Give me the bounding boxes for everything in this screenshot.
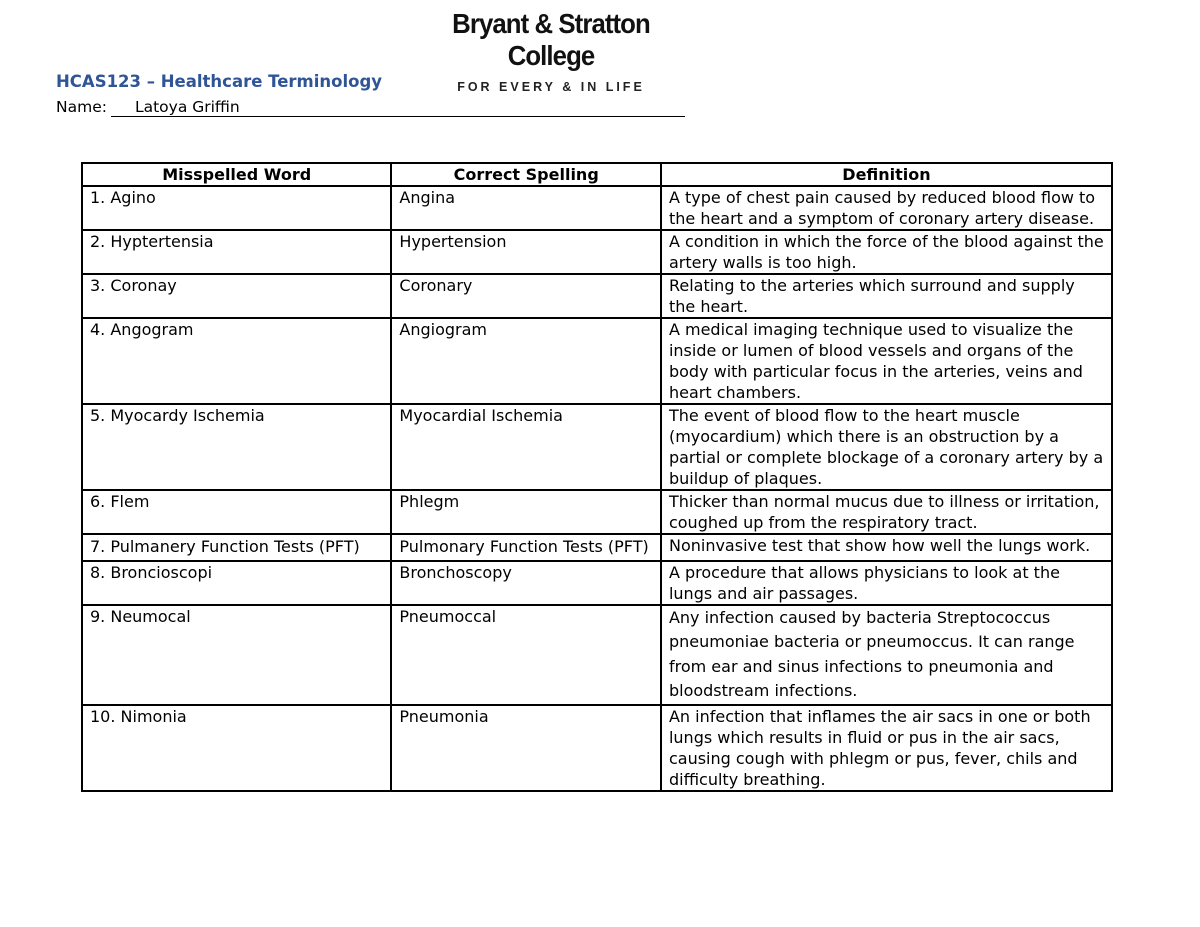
correct-cell: Angiogram — [391, 318, 661, 404]
correct-cell: Phlegm — [391, 490, 661, 534]
header-misspelled-word: Misspelled Word — [82, 163, 391, 186]
table-row — [82, 274, 1112, 318]
correct-cell: Coronary — [391, 274, 661, 318]
misspelled-cell: 4. Angogram — [82, 318, 391, 404]
header-definition: Definition — [661, 163, 1112, 186]
name-line — [56, 98, 685, 117]
misspelled-cell: 9. Neumocal — [82, 605, 391, 705]
college-logo — [396, 8, 706, 94]
definition-cell: Thicker than normal mucus due to illness or irritation, coughed up from the respiratory tract. — [661, 490, 1112, 534]
table-row — [82, 404, 1112, 490]
misspelled-cell: 6. Flem — [82, 490, 391, 534]
table-row — [82, 561, 1112, 605]
correct-cell: Pneumoccal — [391, 605, 661, 705]
correct-cell: Hypertension — [391, 230, 661, 274]
table-header-row — [82, 163, 1112, 186]
correct-cell: Pulmonary Function Tests (PFT) — [391, 534, 661, 561]
misspelled-cell: 5. Myocardy Ischemia — [82, 404, 391, 490]
header-correct-spelling: Correct Spelling — [391, 163, 661, 186]
definition-cell: A medical imaging technique used to visualize the inside or lumen of blood vessels and organs of the body with particular focus in the arteries, veins and heart chambers. — [661, 318, 1112, 404]
course-title: HCAS123 – Healthcare Terminology — [56, 72, 383, 91]
name-value: Latoya Griffin — [111, 98, 685, 117]
table-row — [82, 534, 1112, 561]
misspelled-cell: 7. Pulmanery Function Tests (PFT) — [82, 534, 391, 561]
definition-cell: Any infection caused by bacteria Streptococcus pneumoniae bacteria or pneumoccus. It can range from ear and sinus infections to pneumonia and bloodstream infections. — [661, 605, 1112, 705]
correct-cell: Myocardial Ischemia — [391, 404, 661, 490]
table-row — [82, 490, 1112, 534]
definition-cell: A procedure that allows physicians to look at the lungs and air passages. — [661, 561, 1112, 605]
terminology-table — [81, 162, 1113, 792]
definition-cell: An infection that inflames the air sacs in one or both lungs which results in fluid or pus in the air sacs, causing cough with phlegm or pus, fever, chils and difficulty breathing. — [661, 705, 1112, 791]
table-row — [82, 605, 1112, 705]
name-label: Name: — [56, 98, 107, 116]
table-row — [82, 318, 1112, 404]
misspelled-cell: 1. Agino — [82, 186, 391, 230]
table-row — [82, 705, 1112, 791]
correct-cell: Bronchoscopy — [391, 561, 661, 605]
definition-cell: A type of chest pain caused by reduced blood flow to the heart and a symptom of coronary artery disease. — [661, 186, 1112, 230]
definition-cell: A condition in which the force of the blood against the artery walls is too high. — [661, 230, 1112, 274]
correct-cell: Angina — [391, 186, 661, 230]
misspelled-cell: 8. Broncioscopi — [82, 561, 391, 605]
misspelled-cell: 3. Coronay — [82, 274, 391, 318]
definition-cell: Noninvasive test that show how well the lungs work. — [661, 534, 1112, 561]
logo-name: Bryant & Stratton College — [452, 8, 650, 71]
logo-tagline: FOR EVERY & IN LIFE — [457, 80, 645, 94]
definition-cell: Relating to the arteries which surround and supply the heart. — [661, 274, 1112, 318]
definition-cell: The event of blood flow to the heart muscle (myocardium) which there is an obstruction by a partial or complete blockage of a coronary artery by a buildup of plaques. — [661, 404, 1112, 490]
misspelled-cell: 2. Hyptertensia — [82, 230, 391, 274]
misspelled-cell: 10. Nimonia — [82, 705, 391, 791]
table-row — [82, 230, 1112, 274]
table-row — [82, 186, 1112, 230]
correct-cell: Pneumonia — [391, 705, 661, 791]
